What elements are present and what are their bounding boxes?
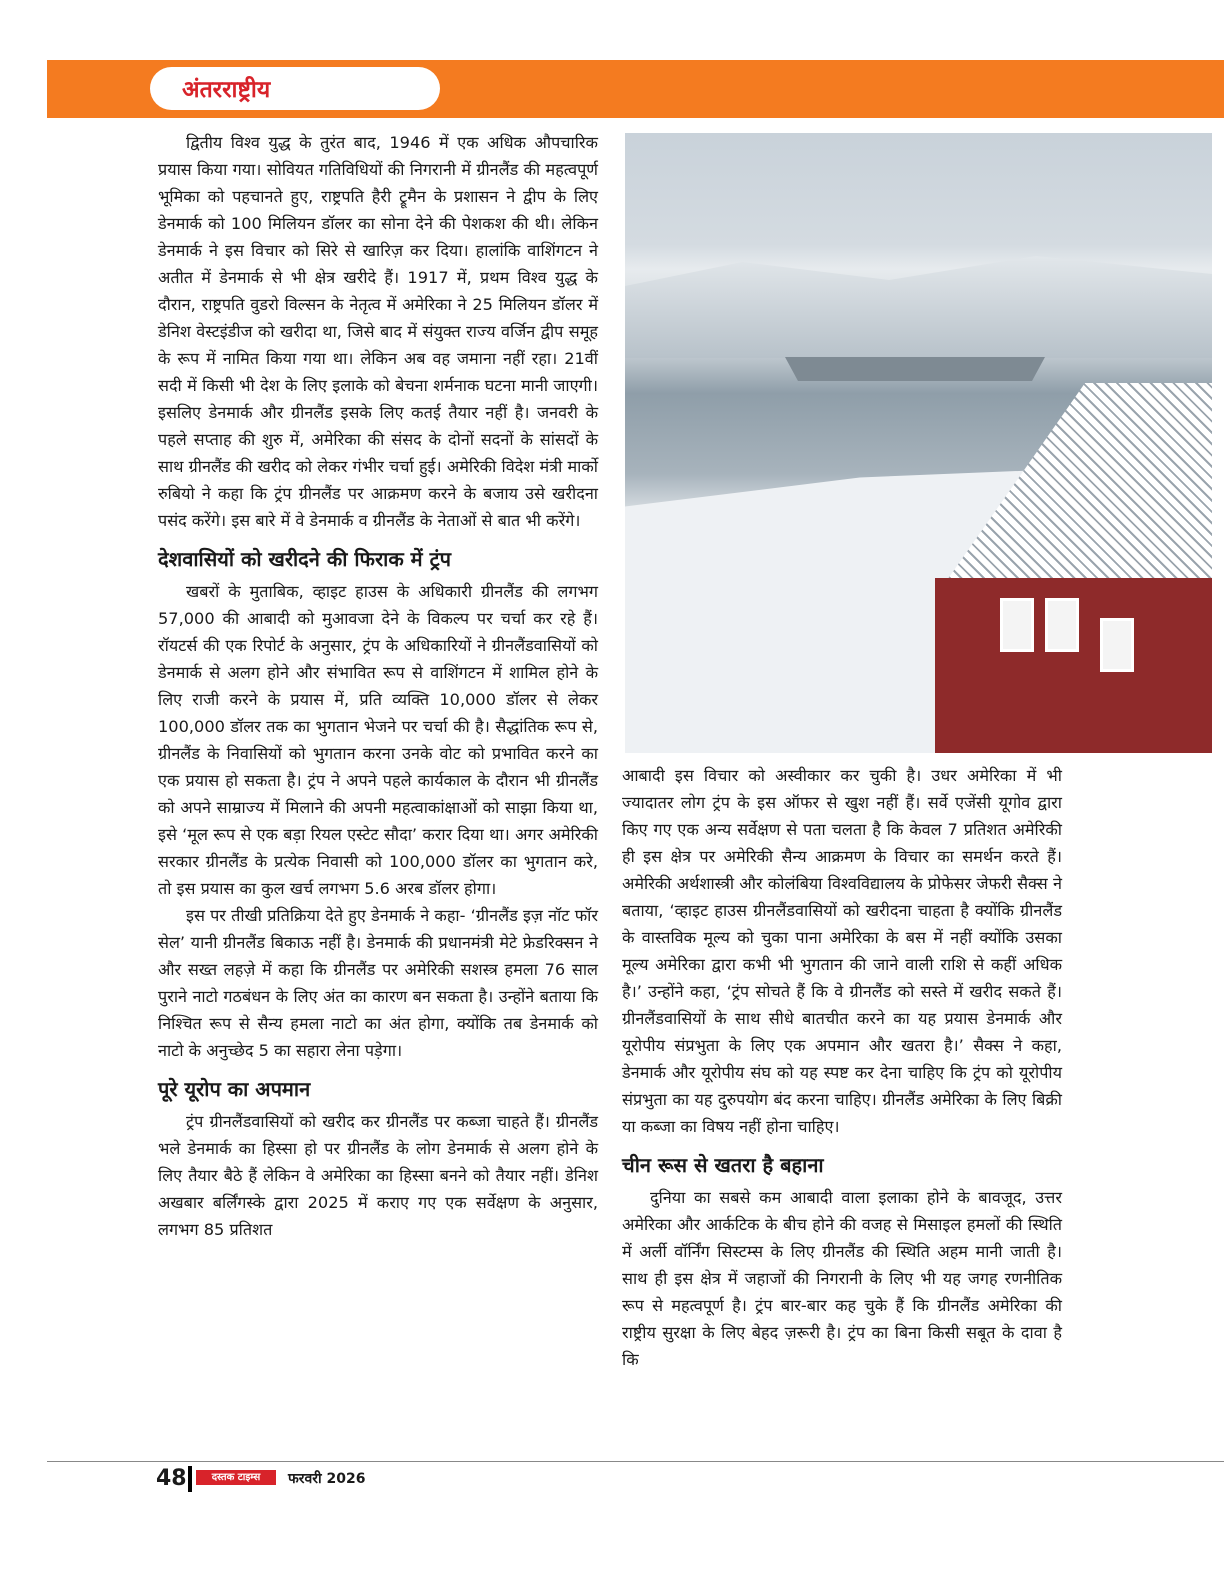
issue-date: फरवरी 2026	[288, 1471, 366, 1487]
footer-separator	[188, 1466, 192, 1492]
subheading: पूरे यूरोप का अपमान	[158, 1077, 311, 1101]
footer-divider	[47, 1461, 1224, 1462]
subheading: चीन रूस से खतरा है बहाना	[622, 1153, 824, 1177]
paragraph: द्वितीय विश्व युद्ध के तुरंत बाद, 1946 में एक अधिक औपचारिक प्रयास किया गया। सोवियत गतिविधियों की निगरानी में ग्रीनलैंड की महत्वपूर्ण भूमिका को पहचानते हुए, राष्ट्रपति हैरी ट्रूमैन के प्रशासन ने द्वीप के लिए डेनमार्क को 100 मिलियन डॉलर का सोना देने की पेशकश की थी। लेकिन डेनमार्क ने इस विचार को सिरे से खारिज़ कर दिया। हालांकि वाशिंगटन ने अतीत में डेनमार्क से भी क्षेत्र खरीदे हैं। 1917 में, प्रथम विश्व युद्ध के दौरान, राष्ट्रपति वुडरो विल्सन के नेतृत्व में अमेरिका ने 25 मिलियन डॉलर में डेनिश वेस्टइंडीज को खरीदा था, जिसे बाद में संयुक्त राज्य वर्जिन द्वीप समूह के रूप में नामित किया गया था। लेकिन अब वह जमाना नहीं रहा। 21वीं सदी में किसी भी देश के लिए इलाके को बेचना शर्मनाक घटना मानी जाएगी। इसलिए डेनमार्क और ग्रीनलैंड इसके लिए कतई तैयार नहीं है। जनवरी के पहले सप्ताह की शुरु में, अमेरिका की संसद के दोनों सदनों के सांसदों के साथ ग्रीनलैंड की खरीद को लेकर गंभीर चर्चा हुई। अमेरिकी विदेश मंत्री मार्को रुबियो ने कहा कि ट्रंप ग्रीनलैंड पर आक्रमण करने के बजाय उसे खरीदना पसंद करेंगे। इस बारे में वे डेनमार्क व ग्रीनलैंड के नेताओं से बात भी करेंगे।	[158, 133, 598, 530]
photo-red-house	[935, 578, 1212, 753]
photo-window	[1100, 618, 1134, 672]
right-column	[622, 762, 1062, 1373]
paragraph: ट्रंप ग्रीनलैंडवासियों को खरीद कर ग्रीनलैंड पर कब्जा चाहते हैं। ग्रीनलैंड भले डेनमार्क का हिस्सा हो पर ग्रीनलैंड के लोग डेनमार्क से अलग होने के लिए तैयार बैठे हैं लेकिन वे अमेरिका का हिस्सा बनने को तैयार नहीं। डेनिश अखबार बर्लिंगस्के द्वारा 2025 में कराए गए एक सर्वेक्षण के अनुसार, लगभग 85 प्रतिशत	[158, 1112, 598, 1239]
left-column	[158, 129, 598, 1243]
greenland-snow-photo	[625, 133, 1212, 753]
subheading: देशवासियों को खरीदने की फिराक में ट्रंप	[158, 547, 452, 571]
paragraph: इस पर तीखी प्रतिक्रिया देते हुए डेनमार्क ने कहा- ‘ग्रीनलैंड इज़ नॉट फॉर सेल’ यानी ग्रीनलैंड बिकाऊ नहीं है। डेनमार्क की प्रधानमंत्री मेटे फ्रेडरिक्सन ने और सख्त लहज़े में कहा कि ग्रीनलैंड पर अमेरिकी सशस्त्र हमला 76 साल पुराने नाटो गठबंधन के लिए अंत का कारण बन सकता है। उन्होंने बताया कि निश्चित रूप से सैन्य हमला नाटो का अंत होगा, क्योंकि तब डेनमार्क को नाटो के अनुच्छेद 5 का सहारा लेना पड़ेगा।	[158, 906, 598, 1060]
paragraph: दुनिया का सबसे कम आबादी वाला इलाका होने के बावजूद, उत्तर अमेरिका और आर्कटिक के बीच होने की वजह से मिसाइल हमलों की स्थिति में अर्ली वॉर्निंग सिस्टम्स के लिए ग्रीनलैंड की स्थिति अहम मानी जाती है। साथ ही इस क्षेत्र में जहाजों की निगरानी के लिए भी यह जगह रणनीतिक रूप से महत्वपूर्ण है। ट्रंप बार-बार कह चुके हैं कि ग्रीनलैंड अमेरिका की राष्ट्रीय सुरक्षा के लिए बेहद ज़रूरी है। ट्रंप का बिना किसी सबूत के दावा है कि	[622, 1188, 1062, 1369]
section-title: अंतरराष्ट्रीय	[182, 77, 271, 103]
photo-window	[1045, 598, 1079, 652]
magazine-logo: दस्तक टाइम्स	[196, 1470, 276, 1485]
photo-window	[1000, 598, 1034, 652]
photo-hills	[625, 238, 1212, 358]
paragraph: आबादी इस विचार को अस्वीकार कर चुकी है। उधर अमेरिका में भी ज्यादातर लोग ट्रंप के इस ऑफर से खुश नहीं हैं। सर्वे एजेंसी यूगोव द्वारा किए गए एक अन्य सर्वेक्षण से पता चलता है कि केवल 7 प्रतिशत अमेरिकी ही इस क्षेत्र पर अमेरिकी सैन्य आक्रमण के विचार का समर्थन करते हैं। अमेरिकी अर्थशास्त्री और कोलंबिया विश्वविद्यालय के प्रोफेसर जेफरी सैक्स ने बताया, ‘व्हाइट हाउस ग्रीनलैंडवासियों को खरीदना चाहता है क्योंकि ग्रीनलैंड के वास्तविक मूल्य को चुका पाना अमेरिका के बस में नहीं क्योंकि उसका मूल्य अमेरिका द्वारा कभी भी भुगतान की जाने वाली राशि से कहीं अधिक है।’ उन्होंने कहा, ‘ट्रंप सोचते हैं कि वे ग्रीनलैंड को सस्ते में खरीद सकते हैं। ग्रीनलैंडवासियों के साथ सीधे बातचीत करने का यह प्रयास डेनमार्क और यूरोपीय संप्रभुता के लिए एक अपमान और खतरा है।’ सैक्स ने कहा, डेनमार्क और यूरोपीय संघ को यह स्पष्ट कर देना चाहिए कि ट्रंप को यूरोपीय संप्रभुता का यह दुरुपयोग बंद करना चाहिए। ग्रीनलैंड अमेरिका के लिए बिक्री या कब्जा का विषय नहीं होना चाहिए।	[622, 766, 1062, 1136]
paragraph: खबरों के मुताबिक, व्हाइट हाउस के अधिकारी ग्रीनलैंड की लगभग 57,000 की आबादी को मुआवजा देने के विकल्प पर चर्चा कर रहे हैं। रॉयटर्स की एक रिपोर्ट के अनुसार, ट्रंप के अधिकारियों ने ग्रीनलैंडवासियों को डेनमार्क से अलग होने और संभावित रूप से वाशिंगटन में शामिल होने के लिए राजी करने के प्रयास में, प्रति व्यक्ति 10,000 डॉलर से लेकर 100,000 डॉलर तक का भुगतान भेजने पर चर्चा की है। सैद्धांतिक रूप से, ग्रीनलैंड के निवासियों को भुगतान करना उनके वोट को प्रभावित करने का एक प्रयास हो सकता है। ट्रंप ने अपने पहले कार्यकाल के दौरान भी ग्रीनलैंड को अपने साम्राज्य में मिलाने की अपनी महत्वाकांक्षाओं को साझा किया था, इसे ‘मूल रूप से एक बड़ा रियल एस्टेट सौदा’ करार दिया था। अगर अमेरिकी सरकार ग्रीनलैंड के प्रत्येक निवासी को 100,000 डॉलर का भुगतान करे, तो इस प्रयास का कुल खर्च लगभग 5.6 अरब डॉलर होगा।	[158, 582, 598, 898]
page-number: 48	[156, 1466, 187, 1491]
